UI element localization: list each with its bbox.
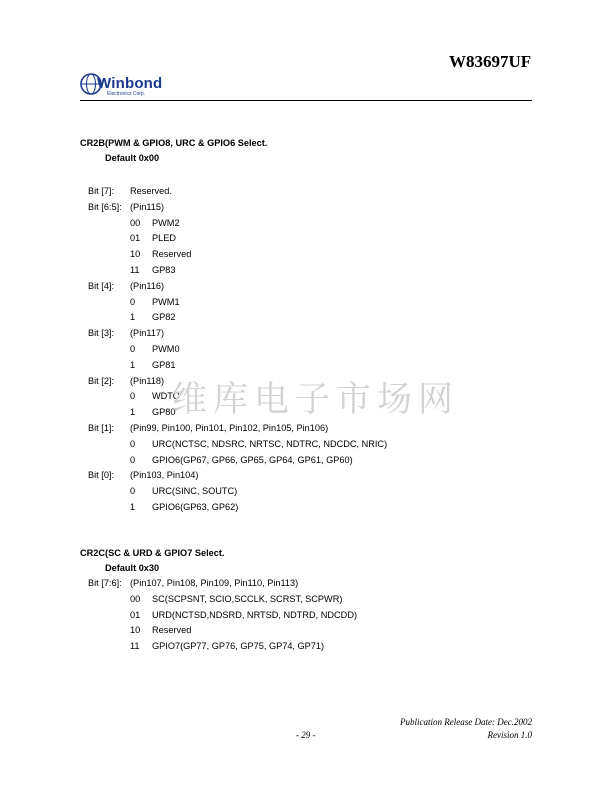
bit-label: Bit [4]: xyxy=(88,280,115,291)
option-code: 0 xyxy=(130,454,136,465)
option-description: PWM0 xyxy=(152,344,180,354)
logo-subtitle: Electronics Corp. xyxy=(107,91,146,97)
option-code: 0 xyxy=(130,391,136,402)
option-code: 1 xyxy=(130,407,136,418)
bit-label: Bit [6:5]: xyxy=(88,201,122,212)
option-description: PLED xyxy=(152,233,177,244)
option-description: WDTO xyxy=(152,391,180,402)
option-description: PWM2 xyxy=(152,217,180,228)
option-code: 00 xyxy=(130,217,141,228)
option-code: 01 xyxy=(130,233,141,244)
option-description: SC(SCPSNT, SCIO,SCCLK, SCRST, SCPWR) xyxy=(152,593,343,604)
bit-label: Bit [3]: xyxy=(88,328,115,339)
footer-publication-date: Publication Release Date: Dec.2002 xyxy=(400,717,532,727)
register-default: Default 0x00 xyxy=(105,153,160,163)
chip-title: W83697UF xyxy=(449,52,532,71)
bit-description: Reserved. xyxy=(130,186,172,196)
register-title: CR2C(SC & URD & GPIO7 Select. xyxy=(80,548,225,558)
bit-description: (Pin117) xyxy=(130,328,165,339)
logo-wordmark: Winbond xyxy=(97,75,163,92)
option-code: 01 xyxy=(130,609,141,620)
option-description: GP82 xyxy=(152,312,176,323)
option-code: 11 xyxy=(130,641,140,652)
bit-description: (Pin115) xyxy=(130,201,165,212)
option-description: URC(NCTSC, NDSRC, NRTSC, NDTRC, NDCDC, NRIC) xyxy=(152,438,388,449)
winbond-logo xyxy=(80,73,170,103)
option-code: 0 xyxy=(130,486,136,497)
option-description: PWM1 xyxy=(152,296,180,307)
option-code: 00 xyxy=(130,593,141,604)
bit-description: (Pin103, Pin104) xyxy=(130,470,199,481)
option-code: 1 xyxy=(130,359,136,370)
option-description: URD(NCTSD,NDSRD, NRTSD, NDTRD, NDCDD) xyxy=(152,609,358,620)
option-code: 0 xyxy=(130,296,136,307)
register-default: Default 0x30 xyxy=(105,563,160,573)
bit-description: (Pin116) xyxy=(130,280,165,291)
option-description: GP83 xyxy=(152,265,176,275)
watermark: 维库电子市场网 xyxy=(172,380,460,420)
option-code: 0 xyxy=(130,438,136,449)
option-description: Reserved xyxy=(152,625,192,636)
option-description: Reserved xyxy=(152,249,192,260)
option-description: GP81 xyxy=(152,359,176,370)
option-description: GP80 xyxy=(152,407,176,418)
register-title: CR2B(PWM & GPIO8, URC & GPIO6 Select. xyxy=(80,138,268,148)
option-code: 1 xyxy=(130,312,136,323)
bit-label: Bit [7:6]: xyxy=(88,578,122,588)
option-description: URC(SINC, SOUTC) xyxy=(152,486,238,497)
bit-description: (Pin118) xyxy=(130,375,165,386)
bit-label: Bit [1]: xyxy=(88,423,115,433)
footer-page-number: - 29 - xyxy=(296,730,316,740)
option-code: 10 xyxy=(130,249,141,260)
footer-revision: Revision 1.0 xyxy=(487,730,532,740)
bit-label: Bit [7]: xyxy=(88,186,115,196)
bit-description: (Pin99, Pin100, Pin101, Pin102, Pin105, Pin106) xyxy=(130,423,329,433)
header-rule xyxy=(80,100,532,101)
option-code: 10 xyxy=(130,625,141,636)
bit-label: Bit [2]: xyxy=(88,375,115,386)
bit-label: Bit [0]: xyxy=(88,470,115,481)
option-code: 0 xyxy=(130,344,136,354)
option-code: 1 xyxy=(130,502,136,512)
bit-description: (Pin107, Pin108, Pin109, Pin110, Pin113) xyxy=(130,578,299,588)
option-description: GPIO7(GP77, GP76, GP75, GP74, GP71) xyxy=(152,641,325,652)
option-description: GPIO6(GP63, GP62) xyxy=(152,502,239,512)
option-description: GPIO6(GP67, GP66, GP65, GP64, GP61, GP60) xyxy=(152,454,353,465)
option-code: 11 xyxy=(130,265,140,275)
